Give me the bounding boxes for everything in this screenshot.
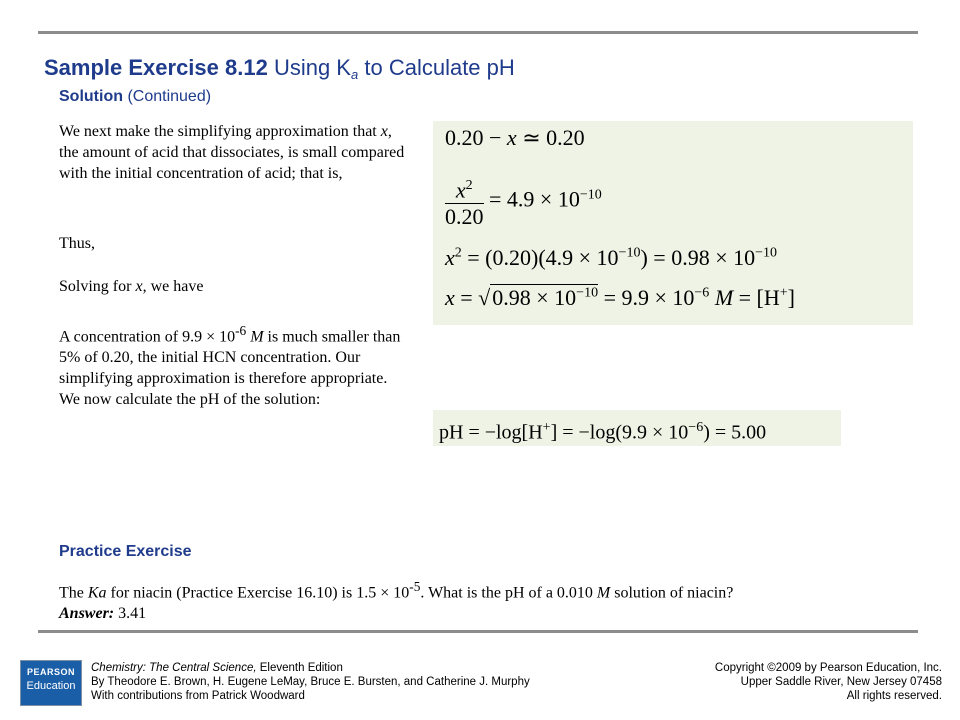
- footer-copyright: Copyright ©2009 by Pearson Education, Inc. Upper Saddle River, New Jersey 07458 All rights reserved.: [714, 662, 942, 702]
- equation-panel: [433, 121, 913, 325]
- concentration-paragraph: A concentration of $9.9 \times 10^{-6}$ M is much smaller than 5% of 0.20, the initial HCN concentration. Our simplifying approximation is therefore appropriate. We now calculate the pH of the solution:: [59, 323, 401, 409]
- equation-x-squared: $x^2 = (0.20)(4.9 \times 10^{-10}) = 0.98 \times 10^{-10}$: [445, 245, 778, 270]
- page-title: Sample Exercise 8.12 Using $K_a$ to Calculate pH: [44, 55, 515, 82]
- approximation-paragraph: We next make the simplifying approximation that x, the amount of acid that dissociates, is small compared with the initial concentration of acid; that is,: [59, 123, 405, 182]
- practice-question: The Ka for niacin (Practice Exercise 16.10) is $1.5 \times 10^{-5}$. What is the pH of a 0.010 M solution of niacin? Answer: 3.41: [59, 579, 734, 623]
- answer-label: Answer:: [59, 605, 115, 623]
- top-divider: [38, 31, 918, 34]
- ph-equation: pH = $-\log[H^+] = -\log(9.9 \times 10^{-6}) = 5.00$: [433, 410, 841, 446]
- footer-book-credits: Chemistry: The Central Science, Eleventh Edition By Theodore E. Brown, H. Eugene LeMay, Bruce E. Bursten, and Catherine J. Murphy With contributions from Patrick Woodward: [91, 662, 530, 702]
- pearson-logo: PEARSON Education: [20, 660, 82, 706]
- equation-approximation: 0.20 − x ≃ 0.20: [445, 125, 585, 150]
- solving-paragraph: Solving for x, we have: [59, 278, 204, 295]
- thus-paragraph: Thus,: [59, 235, 95, 252]
- practice-heading: Practice Exercise: [59, 543, 192, 560]
- equation-ka-expression: $\frac{x^2}{0.20}$ = $4.9 \times 10^{-10}$: [445, 173, 602, 230]
- equation-x-value: $x = √0.98 \times 10^{-10} = 9.9 \times 10^{-6}$ M = [H+]: [445, 285, 795, 310]
- answer-value: 3.41: [118, 605, 147, 623]
- solution-subheading: Solution (Continued): [59, 88, 212, 105]
- fraction: $\frac{x^2}{0.20}$: [445, 173, 484, 230]
- bottom-divider: [38, 630, 918, 633]
